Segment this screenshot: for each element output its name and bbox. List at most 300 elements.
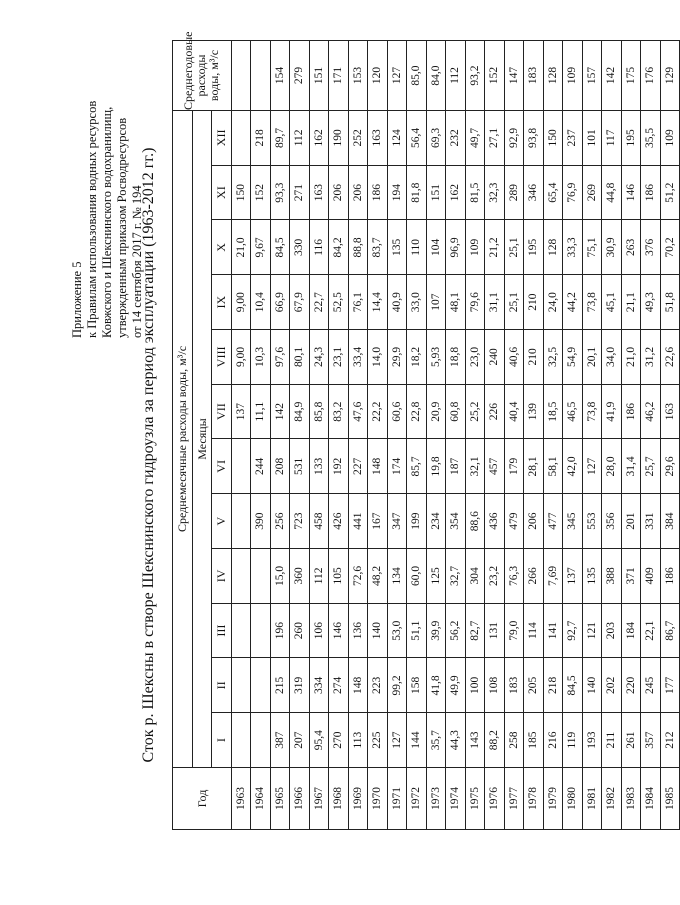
monthly-flow-cell: 88,6 xyxy=(465,494,485,549)
monthly-flow-cell: 211 xyxy=(602,713,622,768)
monthly-flow-cell: 21,1 xyxy=(621,275,641,330)
monthly-flow-cell: 84,9 xyxy=(290,384,310,439)
year-cell: 1981 xyxy=(582,768,602,830)
table-row xyxy=(251,41,271,830)
monthly-flow-cell: 226 xyxy=(485,384,505,439)
table-body xyxy=(231,41,680,830)
monthly-flow-cell: 21,0 xyxy=(231,220,251,275)
annual-flow-header: Среднегодовые расходы воды, м³/с xyxy=(173,41,232,111)
year-cell: 1966 xyxy=(290,768,310,830)
monthly-flow-cell: 390 xyxy=(251,494,271,549)
monthly-flow-cell: 7,69 xyxy=(543,549,563,604)
table-row xyxy=(446,41,466,830)
monthly-flow-cell: 9,00 xyxy=(231,330,251,385)
monthly-flow-cell: 69,3 xyxy=(426,111,446,166)
appendix-rules-line: к Правилам использования водных ресурсов xyxy=(85,100,99,338)
monthly-flow-cell: 18,8 xyxy=(446,330,466,385)
table-row xyxy=(660,41,680,830)
monthly-flow-cell: 458 xyxy=(309,494,329,549)
monthly-flow-cell: 23,2 xyxy=(485,549,505,604)
monthly-flow-cell: 46,2 xyxy=(641,384,661,439)
monthly-flow-cell: 151 xyxy=(426,165,446,220)
monthly-flow-cell: 426 xyxy=(329,494,349,549)
year-cell: 1969 xyxy=(348,768,368,830)
annual-flow-cell: 112 xyxy=(446,41,466,111)
monthly-flow-cell: 41,8 xyxy=(426,658,446,713)
monthly-flow-cell xyxy=(231,494,251,549)
monthly-flow-cell: 112 xyxy=(290,111,310,166)
monthly-flow-cell: 32,7 xyxy=(446,549,466,604)
annual-flow-cell: 175 xyxy=(621,41,641,111)
monthly-flow-cell: 477 xyxy=(543,494,563,549)
monthly-flow-cell: 148 xyxy=(348,658,368,713)
month-header-cell: VIII xyxy=(212,330,232,385)
monthly-flow-cell: 65,4 xyxy=(543,165,563,220)
monthly-flow-cell xyxy=(231,549,251,604)
monthly-flow-cell: 133 xyxy=(309,439,329,494)
monthly-flow-cell: 34,0 xyxy=(602,330,622,385)
monthly-flow-cell: 48,2 xyxy=(368,549,388,604)
monthly-flow-cell: 60,6 xyxy=(387,384,407,439)
monthly-flow-cell: 40,4 xyxy=(504,384,524,439)
monthly-flow-cell: 49,7 xyxy=(465,111,485,166)
monthly-flow-cell: 553 xyxy=(582,494,602,549)
table-row xyxy=(602,41,622,830)
monthly-flow-cell: 109 xyxy=(660,111,680,166)
monthly-flow-cell: 146 xyxy=(621,165,641,220)
monthly-flow-cell: 206 xyxy=(524,494,544,549)
month-header-row xyxy=(212,41,232,830)
monthly-flow-cell: 44,3 xyxy=(446,713,466,768)
monthly-flow-cell: 194 xyxy=(387,165,407,220)
monthly-flow-cell xyxy=(231,111,251,166)
monthly-flow-cell: 49,9 xyxy=(446,658,466,713)
monthly-flow-cell: 84,5 xyxy=(270,220,290,275)
monthly-flow-cell: 195 xyxy=(621,111,641,166)
monthly-flow-cell: 186 xyxy=(368,165,388,220)
monthly-flow-cell: 109 xyxy=(465,220,485,275)
monthly-flow-cell: 40,6 xyxy=(504,330,524,385)
table-row xyxy=(524,41,544,830)
table-row xyxy=(309,41,329,830)
year-cell: 1977 xyxy=(504,768,524,830)
monthly-flow-cell: 79,6 xyxy=(465,275,485,330)
monthly-flow-cell: 93,3 xyxy=(270,165,290,220)
monthly-flow-cell: 92,9 xyxy=(504,111,524,166)
monthly-flow-cell: 215 xyxy=(270,658,290,713)
monthly-flow-cell: 21,2 xyxy=(485,220,505,275)
monthly-flow-cell: 258 xyxy=(504,713,524,768)
monthly-flow-cell: 96,9 xyxy=(446,220,466,275)
monthly-flow-cell: 83,7 xyxy=(368,220,388,275)
monthly-flow-cell: 119 xyxy=(563,713,583,768)
annual-flow-cell: 84,0 xyxy=(426,41,446,111)
monthly-flow-cell: 208 xyxy=(270,439,290,494)
monthly-flow-cell: 44,2 xyxy=(563,275,583,330)
monthly-flow-cell: 186 xyxy=(621,384,641,439)
monthly-flow-cell: 5,93 xyxy=(426,330,446,385)
monthly-flow-cell: 387 xyxy=(270,713,290,768)
monthly-flow-cell: 330 xyxy=(290,220,310,275)
monthly-flow-cell: 106 xyxy=(309,603,329,658)
year-cell: 1982 xyxy=(602,768,622,830)
year-cell: 1980 xyxy=(563,768,583,830)
monthly-flow-cell: 269 xyxy=(582,165,602,220)
monthly-flow-cell: 212 xyxy=(660,713,680,768)
monthly-flow-cell: 10,4 xyxy=(251,275,271,330)
year-cell: 1972 xyxy=(407,768,427,830)
monthly-flow-cell: 187 xyxy=(446,439,466,494)
month-header-cell: III xyxy=(212,603,232,658)
monthly-flow-cell: 271 xyxy=(290,165,310,220)
annual-flow-cell: 109 xyxy=(563,41,583,111)
monthly-flow-cell: 163 xyxy=(309,165,329,220)
monthly-flow-cell: 31,1 xyxy=(485,275,505,330)
monthly-flow-cell: 33,3 xyxy=(563,220,583,275)
annual-flow-cell: 142 xyxy=(602,41,622,111)
monthly-flow-cell: 27,1 xyxy=(485,111,505,166)
table-row xyxy=(543,41,563,830)
monthly-flow-cell: 32,1 xyxy=(465,439,485,494)
monthly-flow-cell: 47,6 xyxy=(348,384,368,439)
monthly-flow-cell: 9,00 xyxy=(231,275,251,330)
year-cell: 1965 xyxy=(270,768,290,830)
monthly-flow-cell: 174 xyxy=(387,439,407,494)
monthly-flow-cell: 112 xyxy=(309,549,329,604)
monthly-flow-cell: 11,1 xyxy=(251,384,271,439)
monthly-flow-cell: 202 xyxy=(602,658,622,713)
annual-flow-cell: 120 xyxy=(368,41,388,111)
monthly-flow-cell: 162 xyxy=(446,165,466,220)
monthly-flow-cell: 137 xyxy=(231,384,251,439)
monthly-flow-cell: 42,0 xyxy=(563,439,583,494)
monthly-flow-cell: 203 xyxy=(602,603,622,658)
monthly-flow-cell: 22,1 xyxy=(641,603,661,658)
monthly-flow-cell: 186 xyxy=(660,549,680,604)
table-row xyxy=(290,41,310,830)
monthly-flow-cell: 35,5 xyxy=(641,111,661,166)
monthly-flow-cell: 723 xyxy=(290,494,310,549)
year-cell: 1979 xyxy=(543,768,563,830)
monthly-flow-cell: 137 xyxy=(563,549,583,604)
monthly-flow-cell: 134 xyxy=(387,549,407,604)
monthly-flow-cell: 24,0 xyxy=(543,275,563,330)
monthly-flow-cell: 73,8 xyxy=(582,275,602,330)
monthly-flow-cell: 31,4 xyxy=(621,439,641,494)
annual-flow-cell: 154 xyxy=(270,41,290,111)
monthly-flow-cell: 163 xyxy=(660,384,680,439)
monthly-flow-cell xyxy=(231,439,251,494)
annual-flow-cell: 183 xyxy=(524,41,544,111)
appendix-number: Приложение 5 xyxy=(70,261,84,338)
monthly-flow-cell: 31,2 xyxy=(641,330,661,385)
year-cell: 1978 xyxy=(524,768,544,830)
year-cell: 1963 xyxy=(231,768,251,830)
monthly-flow-cell: 35,7 xyxy=(426,713,446,768)
table-row xyxy=(231,41,251,830)
monthly-flow-cell: 177 xyxy=(660,658,680,713)
monthly-flow-cell xyxy=(251,549,271,604)
annual-flow-cell: 153 xyxy=(348,41,368,111)
monthly-flow-cell: 260 xyxy=(290,603,310,658)
monthly-flow-cell: 73,8 xyxy=(582,384,602,439)
year-cell: 1983 xyxy=(621,768,641,830)
month-header-cell: XII xyxy=(212,111,232,166)
monthly-flow-cell: 225 xyxy=(368,713,388,768)
monthly-flow-cell: 388 xyxy=(602,549,622,604)
appendix-approved-line: утвержденным приказом Росводресурсов xyxy=(115,117,129,338)
annual-flow-cell: 147 xyxy=(504,41,524,111)
monthly-flow-cell: 436 xyxy=(485,494,505,549)
monthly-flow-cell: 29,9 xyxy=(387,330,407,385)
annual-flow-cell: 151 xyxy=(309,41,329,111)
monthly-flow-cell: 210 xyxy=(524,275,544,330)
monthly-flow-cell: 135 xyxy=(582,549,602,604)
monthly-flow-cell: 347 xyxy=(387,494,407,549)
monthly-flow-cell: 261 xyxy=(621,713,641,768)
monthly-flow-cell: 409 xyxy=(641,549,661,604)
monthly-flow-cell: 33,4 xyxy=(348,330,368,385)
monthly-flow-cell: 81,8 xyxy=(407,165,427,220)
monthly-flow-cell: 21,0 xyxy=(621,330,641,385)
monthly-flow-cell: 124 xyxy=(387,111,407,166)
monthly-flow-cell: 274 xyxy=(329,658,349,713)
monthly-flow-cell: 234 xyxy=(426,494,446,549)
monthly-flow-cell: 85,7 xyxy=(407,439,427,494)
monthly-flow-cell: 263 xyxy=(621,220,641,275)
table-row xyxy=(270,41,290,830)
monthly-flow-cell: 32,5 xyxy=(543,330,563,385)
monthly-flow-cell: 19,8 xyxy=(426,439,446,494)
annual-flow-cell: 128 xyxy=(543,41,563,111)
monthly-flow-cell: 93,8 xyxy=(524,111,544,166)
monthly-flow-cell: 76,3 xyxy=(504,549,524,604)
year-cell: 1984 xyxy=(641,768,661,830)
monthly-flow-cell: 20,9 xyxy=(426,384,446,439)
monthly-flow-cell: 25,2 xyxy=(465,384,485,439)
table-row xyxy=(368,41,388,830)
monthly-flow-cell: 20,1 xyxy=(582,330,602,385)
monthly-flow-cell: 23,1 xyxy=(329,330,349,385)
monthly-flow-cell: 33,0 xyxy=(407,275,427,330)
monthly-flow-cell: 67,9 xyxy=(290,275,310,330)
monthly-flow-cell: 80,1 xyxy=(290,330,310,385)
monthly-flow-cell: 237 xyxy=(563,111,583,166)
year-cell: 1964 xyxy=(251,768,271,830)
annual-flow-cell: 279 xyxy=(290,41,310,111)
table-row xyxy=(563,41,583,830)
monthly-flow-cell: 196 xyxy=(270,603,290,658)
monthly-flow-cell: 22,7 xyxy=(309,275,329,330)
monthly-flow-cell: 72,6 xyxy=(348,549,368,604)
monthly-flow-cell: 334 xyxy=(309,658,329,713)
monthly-flow-cell: 150 xyxy=(231,165,251,220)
monthly-flow-cell: 227 xyxy=(348,439,368,494)
monthly-flow-cell: 371 xyxy=(621,549,641,604)
table-row xyxy=(387,41,407,830)
monthly-flow-cell: 128 xyxy=(543,220,563,275)
monthly-flow-cell: 167 xyxy=(368,494,388,549)
monthly-flow-cell: 218 xyxy=(251,111,271,166)
monthly-flow-cell: 18,2 xyxy=(407,330,427,385)
monthly-flow-cell: 14,4 xyxy=(368,275,388,330)
monthly-flow-cell: 29,6 xyxy=(660,439,680,494)
annual-flow-cell: 157 xyxy=(582,41,602,111)
monthly-flow-cell: 141 xyxy=(543,603,563,658)
monthly-flow-cell: 114 xyxy=(524,603,544,658)
table-row xyxy=(504,41,524,830)
monthly-flow-cell: 183 xyxy=(504,658,524,713)
year-cell: 1971 xyxy=(387,768,407,830)
year-cell: 1973 xyxy=(426,768,446,830)
monthly-flow-cell: 28,0 xyxy=(602,439,622,494)
monthly-flow-cell: 356 xyxy=(602,494,622,549)
monthly-flow-cell: 270 xyxy=(329,713,349,768)
monthly-flow-cell: 376 xyxy=(641,220,661,275)
month-header-cell: II xyxy=(212,658,232,713)
monthly-flow-cell: 441 xyxy=(348,494,368,549)
monthly-flow-cell: 144 xyxy=(407,713,427,768)
monthly-flow-cell: 199 xyxy=(407,494,427,549)
monthly-flow-cell: 113 xyxy=(348,713,368,768)
monthly-flow-cell: 84,2 xyxy=(329,220,349,275)
month-header-cell: I xyxy=(212,713,232,768)
monthly-flow-cell: 84,5 xyxy=(563,658,583,713)
monthly-flow-cell: 108 xyxy=(485,658,505,713)
monthly-flow-cell: 266 xyxy=(524,549,544,604)
monthly-flow-cell: 152 xyxy=(251,165,271,220)
year-cell: 1967 xyxy=(309,768,329,830)
monthly-flow-cell xyxy=(231,603,251,658)
monthly-flow-cell: 99,2 xyxy=(387,658,407,713)
monthly-flow-cell: 76,1 xyxy=(348,275,368,330)
monthly-flow-cell: 95,4 xyxy=(309,713,329,768)
monthly-flow-cell: 110 xyxy=(407,220,427,275)
monthly-flow-cell: 97,6 xyxy=(270,330,290,385)
monthly-flow-cell: 51,8 xyxy=(660,275,680,330)
monthly-flow-cell: 76,9 xyxy=(563,165,583,220)
annual-flow-cell: 85,0 xyxy=(407,41,427,111)
monthly-flow-cell: 105 xyxy=(329,549,349,604)
monthly-flow-cell xyxy=(251,713,271,768)
monthly-flow-cell: 41,9 xyxy=(602,384,622,439)
monthly-flow-cell: 244 xyxy=(251,439,271,494)
table-row xyxy=(407,41,427,830)
monthly-flow-cell: 54,9 xyxy=(563,330,583,385)
monthly-flow-cell: 148 xyxy=(368,439,388,494)
monthly-flow-cell: 22,6 xyxy=(660,330,680,385)
table-row xyxy=(329,41,349,830)
monthly-flow-cell: 48,1 xyxy=(446,275,466,330)
monthly-flow-cell: 125 xyxy=(426,549,446,604)
monthly-flow-cell: 9,67 xyxy=(251,220,271,275)
monthly-flow-cell: 85,8 xyxy=(309,384,329,439)
monthly-flow-cell: 104 xyxy=(426,220,446,275)
monthly-flow-cell: 86,7 xyxy=(660,603,680,658)
monthly-flow-cell: 186 xyxy=(641,165,661,220)
monthly-flow-cell: 216 xyxy=(543,713,563,768)
monthly-flow-cell: 60,0 xyxy=(407,549,427,604)
monthly-flow-cell: 14,0 xyxy=(368,330,388,385)
table-row xyxy=(621,41,641,830)
year-cell: 1974 xyxy=(446,768,466,830)
months-header: Месяцы xyxy=(192,111,212,768)
month-header-cell: XI xyxy=(212,165,232,220)
year-cell: 1968 xyxy=(329,768,349,830)
monthly-flow-cell: 140 xyxy=(582,658,602,713)
monthly-flow-cell: 162 xyxy=(309,111,329,166)
monthly-flow-cell: 142 xyxy=(270,384,290,439)
monthly-flow-cell: 192 xyxy=(329,439,349,494)
monthly-flow-cell: 25,1 xyxy=(504,275,524,330)
monthly-flow-cell: 121 xyxy=(582,603,602,658)
monthly-flow-cell: 140 xyxy=(368,603,388,658)
month-header-cell: X xyxy=(212,220,232,275)
year-cell: 1970 xyxy=(368,768,388,830)
monthly-flow-cell: 127 xyxy=(582,439,602,494)
monthly-flow-cell xyxy=(231,658,251,713)
year-column-header: Год xyxy=(173,768,232,830)
monthly-flow-cell: 457 xyxy=(485,439,505,494)
monthly-flow-cell: 289 xyxy=(504,165,524,220)
monthly-flow-cell: 193 xyxy=(582,713,602,768)
monthly-flow-cell: 40,9 xyxy=(387,275,407,330)
monthly-flow-cell: 51,2 xyxy=(660,165,680,220)
monthly-flow-cell: 44,8 xyxy=(602,165,622,220)
monthly-flow-cell: 56,4 xyxy=(407,111,427,166)
monthly-flow-cell: 70,2 xyxy=(660,220,680,275)
monthly-flow-cell: 25,1 xyxy=(504,220,524,275)
monthly-flow-cell: 232 xyxy=(446,111,466,166)
monthly-flow-cell: 10,3 xyxy=(251,330,271,385)
monthly-flow-cell: 163 xyxy=(368,111,388,166)
monthly-flow-cell: 88,8 xyxy=(348,220,368,275)
monthly-flow-cell: 531 xyxy=(290,439,310,494)
monthly-flow-cell: 117 xyxy=(602,111,622,166)
monthly-flow-cell: 53,0 xyxy=(387,603,407,658)
monthly-flow-cell: 135 xyxy=(387,220,407,275)
month-header-cell: VI xyxy=(212,439,232,494)
monthly-flow-cell: 207 xyxy=(290,713,310,768)
monthly-flow-cell xyxy=(231,713,251,768)
monthly-flow-cell: 88,2 xyxy=(485,713,505,768)
monthly-flow-cell: 60,8 xyxy=(446,384,466,439)
annual-flow-cell xyxy=(251,41,271,111)
monthly-flow-cell: 150 xyxy=(543,111,563,166)
monthly-flow-cell: 32,3 xyxy=(485,165,505,220)
monthly-flow-cell: 25,7 xyxy=(641,439,661,494)
year-cell: 1976 xyxy=(485,768,505,830)
monthly-flow-cell: 479 xyxy=(504,494,524,549)
monthly-flow-cell: 23,0 xyxy=(465,330,485,385)
monthly-flow-cell: 179 xyxy=(504,439,524,494)
annual-flow-cell: 129 xyxy=(660,41,680,111)
monthly-flow-cell: 223 xyxy=(368,658,388,713)
monthly-flow-cell: 83,2 xyxy=(329,384,349,439)
monthly-flow-cell: 360 xyxy=(290,549,310,604)
monthly-flow-cell: 22,2 xyxy=(368,384,388,439)
annual-flow-cell: 127 xyxy=(387,41,407,111)
monthly-flow-cell: 206 xyxy=(348,165,368,220)
monthly-flow-cell: 252 xyxy=(348,111,368,166)
monthly-flow-cell: 331 xyxy=(641,494,661,549)
monthly-flow-cell: 49,3 xyxy=(641,275,661,330)
monthly-flow-cell: 39,9 xyxy=(426,603,446,658)
monthly-flow-cell: 100 xyxy=(465,658,485,713)
monthly-flow-cell: 220 xyxy=(621,658,641,713)
monthly-flow-cell: 116 xyxy=(309,220,329,275)
monthly-flow-cell: 15,0 xyxy=(270,549,290,604)
